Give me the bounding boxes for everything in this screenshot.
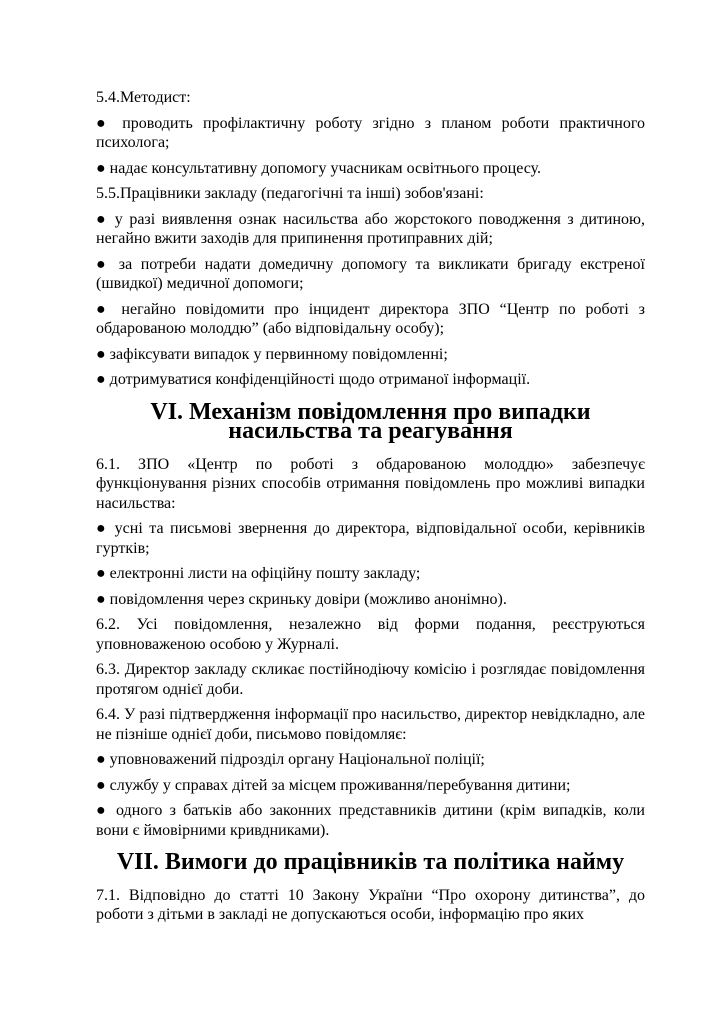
bullet-item: ● усні та письмові звернення до директора, відповідальної особи, керівників гуртків; xyxy=(96,520,646,557)
bullet-icon: ● xyxy=(96,565,110,582)
bullet-item: ● надає консультативну допомогу учасникам освітнього процесу. xyxy=(96,159,542,177)
bullet-item: ● зафіксувати випадок у первинному повідомленні; xyxy=(96,345,448,363)
bullet-item: ● повідомлення через скриньку довіри (можливо анонімно). xyxy=(96,590,507,608)
section-heading: VI. Механізм повідомлення про випадки насильства та реагування xyxy=(150,398,591,444)
bullet-icon: ● xyxy=(96,371,110,388)
bullet-icon: ● xyxy=(96,210,115,228)
bullet-item: ● негайно повідомити про інцидент директора ЗПО “Центр по роботі з обдарованою молоддю” (або відповідальну особу); xyxy=(96,300,646,337)
document-content xyxy=(96,88,645,925)
bullet-item: ● дотримуватися конфіденційності щодо отриманої інформації. xyxy=(96,371,531,388)
bullet-item: ● уповноважений підрозділ органу Національної поліції; xyxy=(96,751,485,768)
bullet-icon: ● xyxy=(96,520,115,537)
paragraph: 6.4. У разі підтвердження інформації про насильство, директор невідкладно, але не пізніше однієї доби, письмово повідомляє: xyxy=(96,706,645,743)
paragraph: 6.1. ЗПО «Центр по роботі з обдарованою молоддю» забезпечує функціонування різних способів отримання повідомлень про можливі випадки насильства: xyxy=(96,455,645,512)
paragraph: 5.5.Працівники закладу (педагогічні та інші) зобов'язані: xyxy=(96,185,484,202)
bullet-item: ● електронні листи на офіційну пошту закладу; xyxy=(96,565,421,582)
bullet-icon: ● xyxy=(96,776,110,794)
bullet-icon: ● xyxy=(96,114,123,132)
bullet-item: ● службу у справах дітей за місцем проживання/перебування дитини; xyxy=(96,776,571,794)
paragraph: 5.4.Методист: xyxy=(96,89,191,106)
bullet-item: ● проводить профілактичну роботу згідно з планом роботи практичного психолога; xyxy=(96,114,645,151)
bullet-item: ● за потреби надати домедичну допомогу та викликати бригаду екстреної (швидкої) медичної допомоги; xyxy=(96,255,645,292)
paragraph: 6.2. Усі повідомлення, незалежно від форми подання, реєструються уповноваженою особою у Журналі. xyxy=(96,616,645,653)
paragraph: 6.3. Директор закладу скликає постійнодіючу комісію і розглядає повідомлення протягом однієї доби. xyxy=(96,661,645,698)
bullet-icon: ● xyxy=(96,255,119,273)
bullet-icon: ● xyxy=(96,345,110,363)
bullet-item: ● одного з батьків або законних представників дитини (крім випадків, коли вони є ймовірними кривдниками). xyxy=(96,802,645,839)
bullet-item: ● у разі виявлення ознак насильства або жорстокого поводження з дитиною, негайно вжити заходів для припинення протиправних дій; xyxy=(96,210,645,247)
bullet-icon: ● xyxy=(96,300,122,318)
bullet-icon: ● xyxy=(96,802,117,819)
section-heading: VII. Вимоги до працівників та політика найму xyxy=(116,849,625,875)
paragraph: 7.1. Відповідно до статті 10 Закону України “Про охорону дитинства”, до роботи з дітьми в закладі не допускаються особи, інформацію про яких xyxy=(96,886,645,923)
bullet-icon: ● xyxy=(96,159,110,177)
bullet-icon: ● xyxy=(96,590,110,608)
bullet-icon: ● xyxy=(96,751,110,768)
